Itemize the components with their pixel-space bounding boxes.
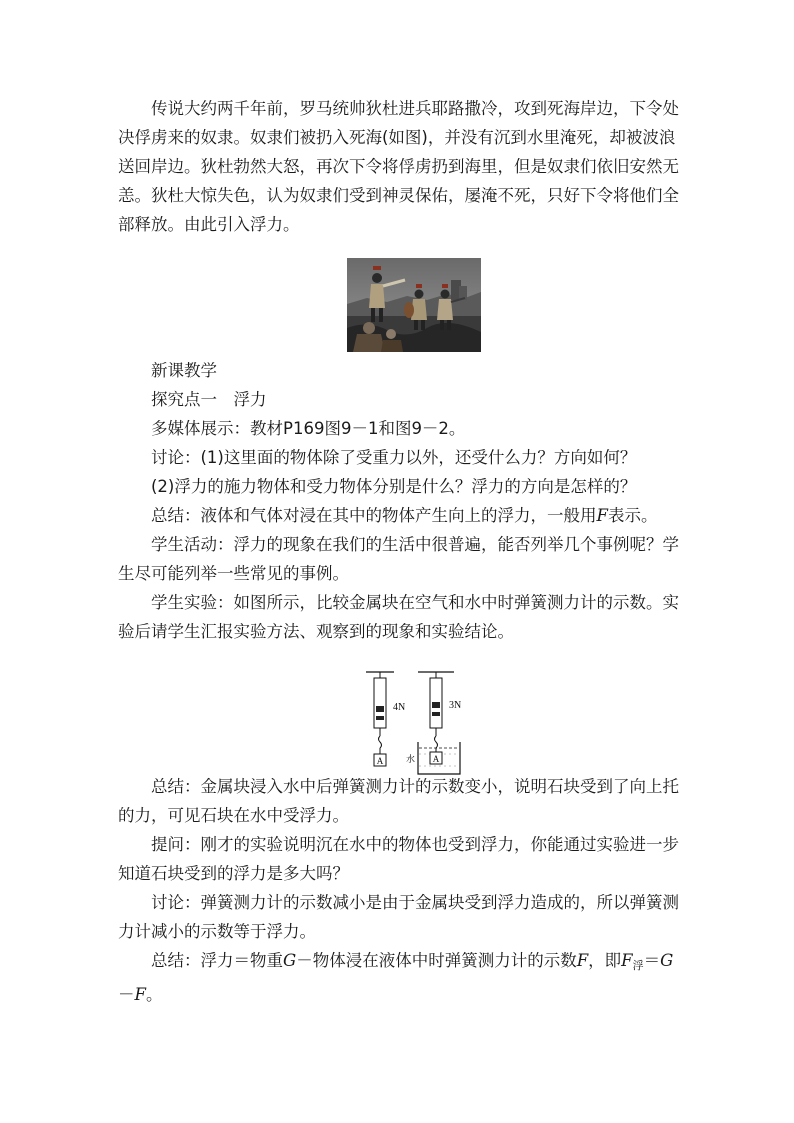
symbol-F-reading: F (576, 951, 589, 970)
block-label-air: A (376, 756, 384, 766)
symbol-G-formula: G (660, 951, 674, 970)
summary-formula-line-2: －F。 (118, 985, 163, 1004)
intro-line-4: 恙。狄杜大惊失色，认为奴隶们受到神灵保佑，屡淹不死，只好下令将他们全 (118, 186, 679, 205)
reading-in-water: 3N (449, 700, 462, 711)
intro-line-2: 决俘虏来的奴隶。奴隶们被扔入死海(如图)，并没有沉到水里淹死，却被波浪 (118, 128, 676, 147)
question-line-2: 知道石块受到的浮力是多大吗？ (118, 864, 349, 883)
block-label-water: A (432, 754, 440, 764)
lesson-section (118, 356, 678, 646)
lesson-conclusions (118, 772, 678, 1009)
media-display-line: 多媒体展示：教材P169图9－1和图9－2。 (151, 419, 466, 438)
spring-scale-in-air (366, 672, 405, 766)
summary-buoyancy-definition: 总结：液体和气体对浸在其中的物体产生向上的浮力，一般用F表示。 (151, 506, 658, 525)
discussion-question-1: 讨论：(1)这里面的物体除了受重力以外，还受什么力？方向如何？ (151, 448, 637, 467)
student-experiment-line-2: 验后请学生汇报实验方法、观察到的现象和实验结论。 (118, 622, 514, 641)
spring-scale-experiment-figure (360, 670, 480, 776)
symbol-F-formula: F (134, 985, 146, 1004)
spring-scale-in-water (406, 672, 461, 774)
symbol-G: G (283, 951, 297, 970)
reading-in-air: 4N (393, 702, 406, 713)
discussion-3-line-2: 力计减小的示数等于浮力。 (118, 922, 316, 941)
symbol-F-buoyancy: F (621, 951, 633, 970)
intro-line-1: 传说大约两千年前，罗马统帅狄杜进兵耶路撒冷，攻到死海岸边，下令处 (151, 99, 679, 118)
section-heading: 新课教学 (151, 361, 217, 380)
intro-paragraph (118, 94, 678, 239)
inquiry-point-title: 探究点一 浮力 (151, 390, 267, 409)
symbol-F: F (596, 506, 608, 525)
dead-sea-illustration (347, 258, 481, 352)
discussion-3-line-1: 讨论：弹簧测力计的示数减小是由于金属块受到浮力造成的，所以弹簧测 (151, 893, 679, 912)
discussion-question-2: (2)浮力的施力物体和受力物体分别是什么？浮力的方向是怎样的？ (151, 477, 637, 496)
water-label: 水 (406, 755, 416, 765)
summary-2-line-1: 总结：金属块浸入水中后弹簧测力计的示数变小，说明石块受到了向上托 (151, 777, 679, 796)
intro-line-3: 送回岸边。狄杜勃然大怒，再次下令将俘虏扔到海里，但是奴隶们依旧安然无 (118, 157, 679, 176)
student-activity-line-1: 学生活动：浮力的现象在我们的生活中很普遍，能否列举几个事例呢？学 (151, 535, 679, 554)
intro-line-5: 部释放。由此引入浮力。 (118, 215, 300, 234)
summary-2-line-2: 的力，可见石块在水中受浮力。 (118, 806, 349, 825)
summary-formula-line-1: 总结：浮力＝物重G－物体浸在液体中时弹簧测力计的示数F，即$F_浮=G$ (151, 951, 674, 972)
question-line-1: 提问：刚才的实验说明沉在水中的物体也受到浮力，你能通过实验进一步 (151, 835, 679, 854)
student-experiment-line-1: 学生实验：如图所示，比较金属块在空气和水中时弹簧测力计的示数。实 (151, 593, 679, 612)
student-activity-line-2: 生尽可能列举一些常见的事例。 (118, 564, 349, 583)
subscript-buoyancy: 浮 (632, 959, 644, 972)
